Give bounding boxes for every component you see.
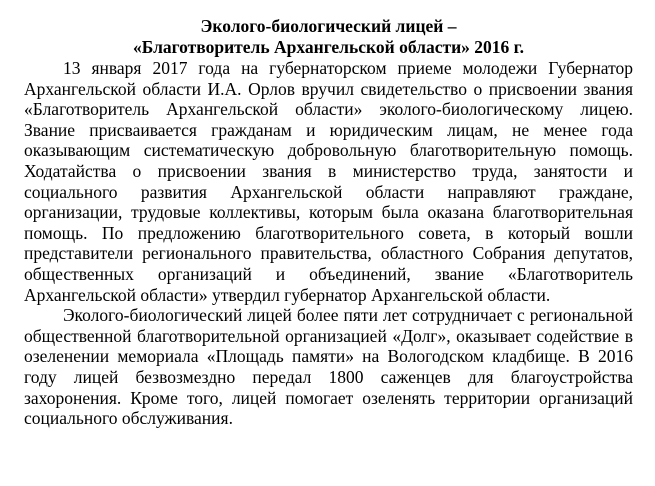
paragraph-2: Эколого-биологический лицей более пяти лет сотрудничает с региональной общественной благотворительной организацией «Долг», оказывает содействие в озеленении мемориала «Площадь памяти» на Вологодском кладбище. В 2016 году лицей безвозмездно передал 1800 саженцев для благоустройства захоронения. Кроме того, лицей помогает озеленять территории организаций социального обслуживания. <box>24 305 633 429</box>
paragraph-1: 13 января 2017 года на губернаторском приеме молодежи Губернатор Архангельской области И.А. Орлов вручил свидетельство о присвоении звания «Благотворитель Архангельской области» эколого-биологическому лицею. Звание присваивается гражданам и юридическим лицам, не менее года оказывающим систематическую добровольную благотворительную помощь. Ходатайства о присвоении звания в министерство труда, занятости и социального развития Архангельской области направляют граждане, организации, трудовые коллективы, которым была оказана благотворительная помощь. По предложению благотворительного совета, в который вошли представители регионального правительства, областного Собрания депутатов, общественных организаций и объединений, звание «Благотворитель Архангельской области» утвердил губернатор Архангельской области. <box>24 58 633 305</box>
document-title <box>24 16 633 58</box>
title-line-1: Эколого-биологический лицей – <box>200 16 457 36</box>
title-line-2: «Благотворитель Архангельской области» 2016 г. <box>132 37 525 57</box>
